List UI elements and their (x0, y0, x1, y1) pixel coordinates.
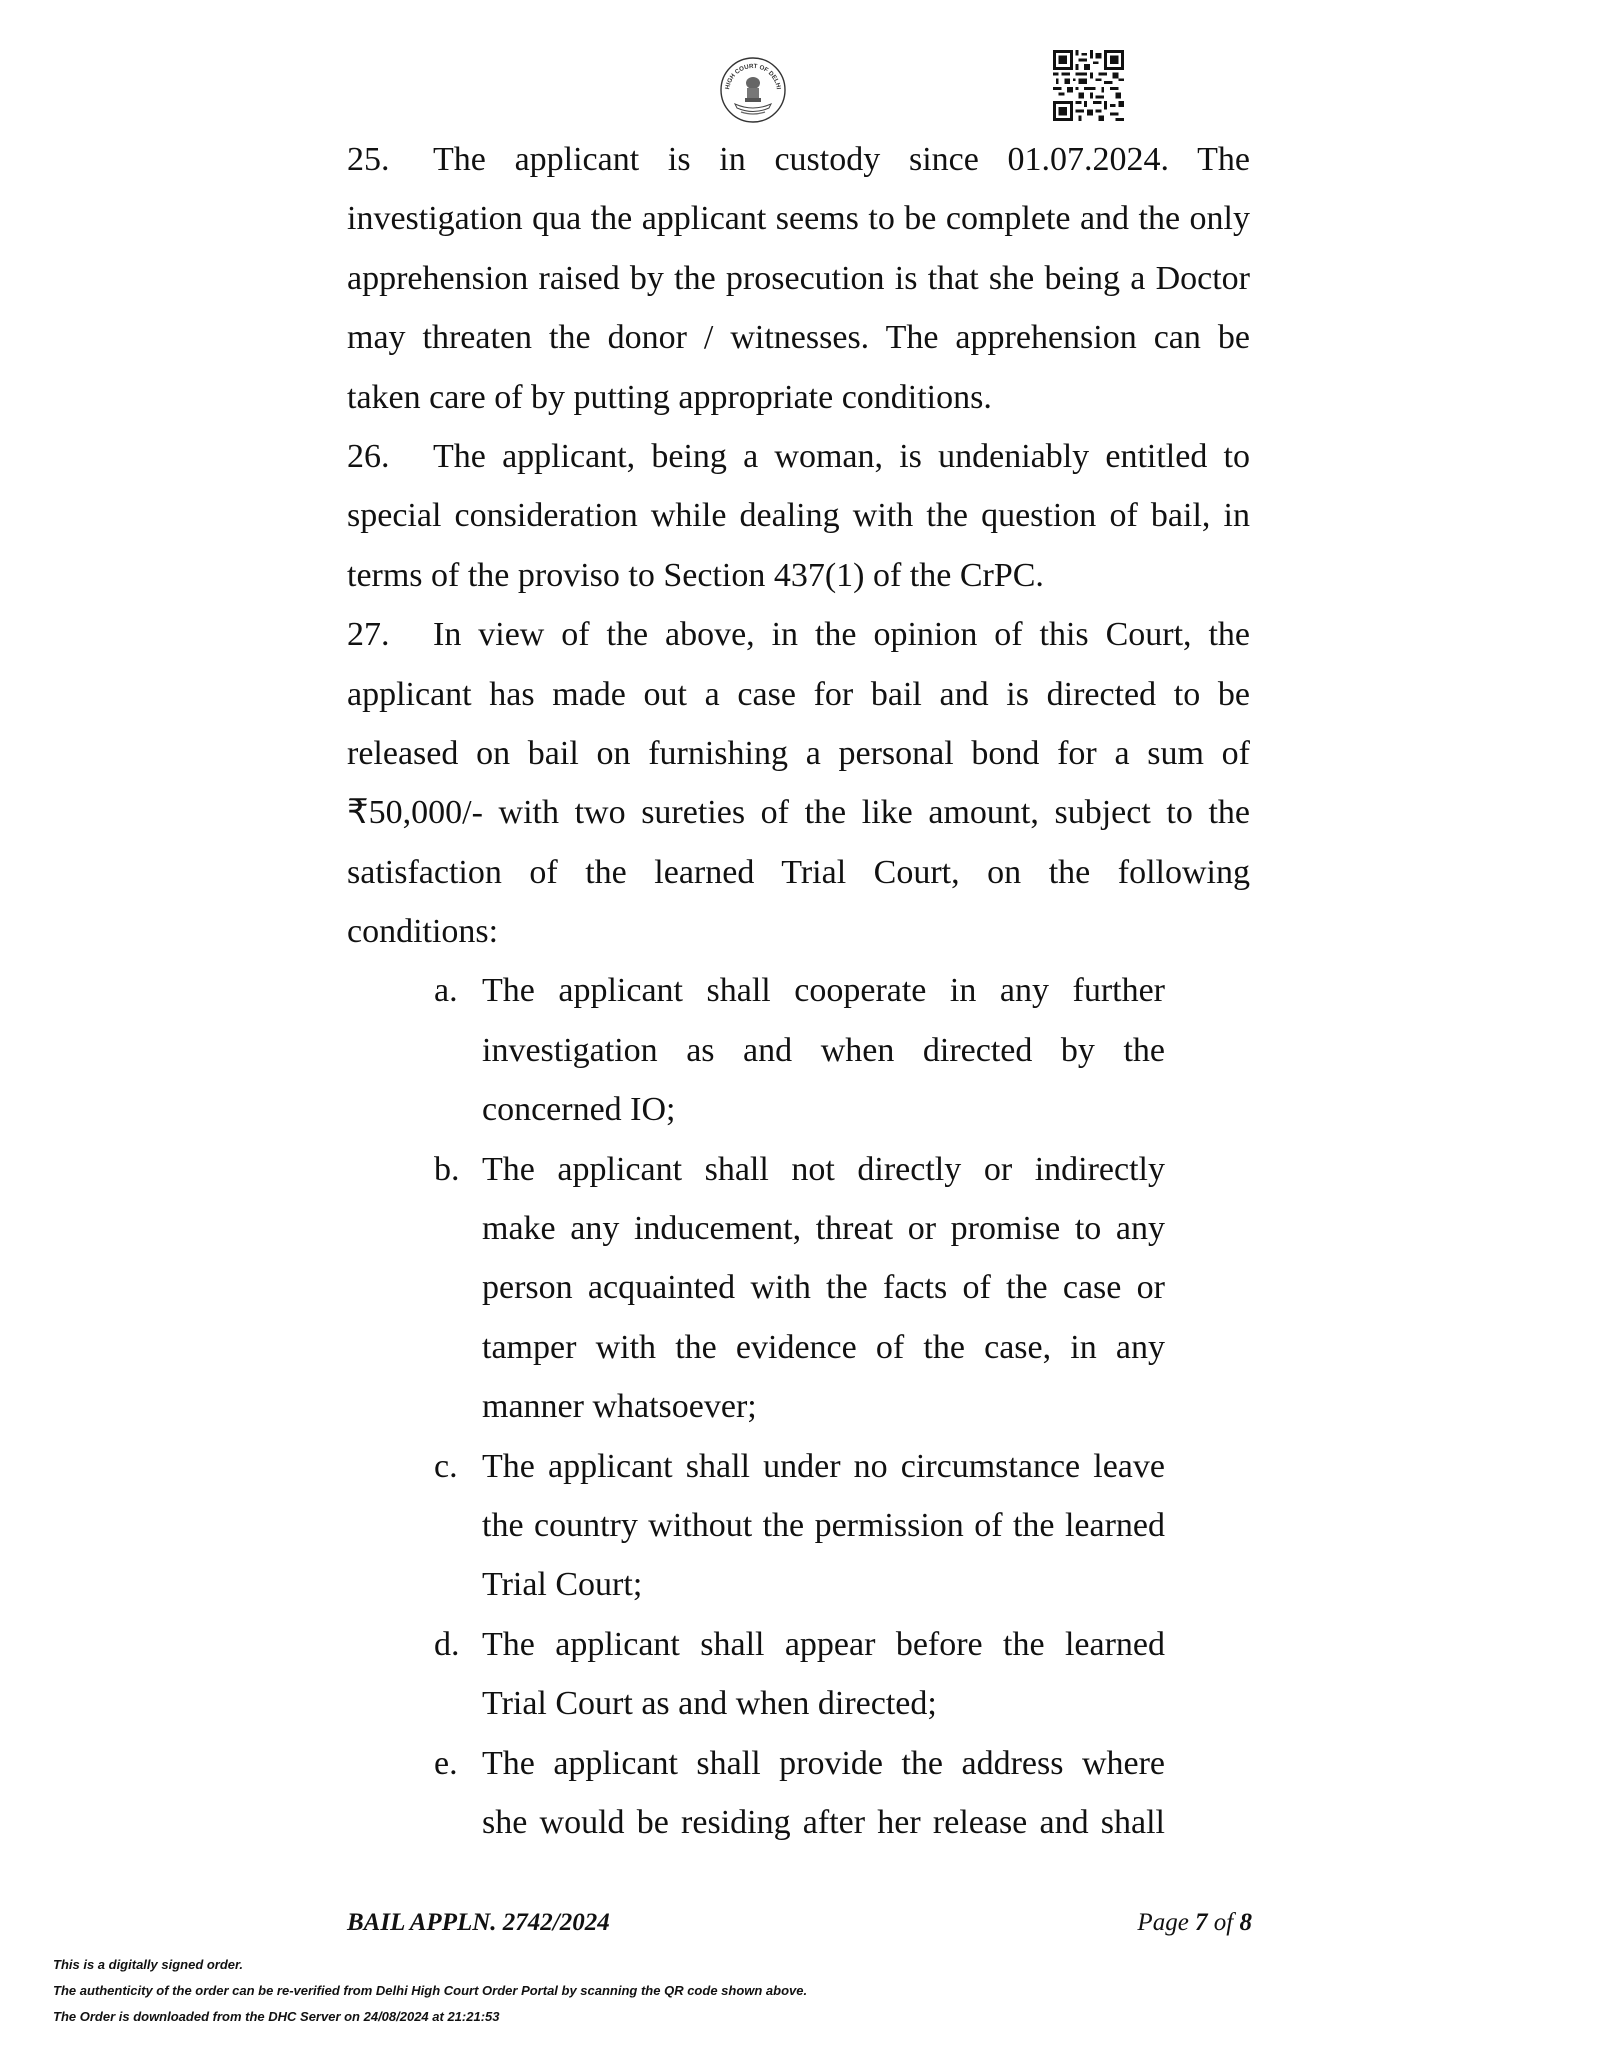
text-line: investigation as and when directed by the (482, 1031, 1165, 1069)
text-line: The applicant shall provide the address where (482, 1744, 1165, 1782)
text-line: Trial Court; (482, 1566, 643, 1604)
paragraph-25 (347, 130, 1250, 427)
text-line: ₹50,000/- with two sureties of the like amount, subject to the (347, 794, 1250, 832)
text-line (347, 427, 1250, 486)
condition-a (347, 961, 1165, 1139)
text-line: The applicant shall cooperate in any further (482, 972, 1165, 1010)
text-line: satisfaction of the learned Trial Court, on the following (347, 853, 1250, 891)
authenticity-note: The authenticity of the order can be re-verified from Delhi High Court Order Portal by scanning the QR code shown above. (53, 1983, 808, 1998)
text-line: applicant has made out a case for bail and is directed to be (347, 675, 1250, 713)
line-text: The applicant is in custody since 01.07.2024. The (433, 141, 1250, 178)
condition-b (347, 1140, 1165, 1437)
text-line: investigation qua the applicant seems to be complete and the only (347, 200, 1250, 238)
digital-signature-notes (53, 1952, 807, 2030)
text-line: The applicant shall not directly or indirectly (482, 1150, 1165, 1188)
line-text: In view of the above, in the opinion of this Court, the (433, 616, 1250, 654)
text-line: she would be residing after her release and shall (482, 1803, 1165, 1841)
text-line: The applicant shall under no circumstance leave (482, 1447, 1165, 1485)
text-line: released on bail on furnishing a personal bond for a sum of (347, 734, 1250, 772)
paragraph-number: 27. (347, 616, 390, 654)
text-line (347, 130, 1250, 189)
high-court-emblem-icon (719, 56, 787, 124)
paragraph-27 (347, 605, 1250, 961)
text-line: terms of the proviso to Section 437(1) of the CrPC. (347, 556, 1044, 594)
text-line: apprehension raised by the prosecution is that she being a Doctor (347, 259, 1250, 297)
text-line: Trial Court as and when directed; (482, 1685, 937, 1723)
text-line: conditions: (347, 913, 499, 951)
list-marker: a. (434, 972, 458, 1010)
bail-conditions-list (347, 961, 1250, 1852)
download-note: The Order is downloaded from the DHC Server on 24/08/2024 at 21:21:53 (53, 2009, 500, 2024)
text-line: may threaten the donor / witnesses. The apprehension can be (347, 319, 1250, 357)
page-total: 8 (1239, 1909, 1252, 1936)
paragraph-number: 26. (347, 437, 390, 475)
text-line: the country without the permission of the learned (482, 1506, 1165, 1544)
list-marker: b. (434, 1150, 460, 1188)
paragraph-26 (347, 427, 1250, 605)
page-indicator (1137, 1909, 1252, 1937)
text-line: special consideration while dealing with the question of bail, in (347, 497, 1250, 535)
text-line: manner whatsoever; (482, 1388, 757, 1426)
text-line: concerned IO; (482, 1091, 676, 1129)
text-line (347, 605, 1250, 664)
condition-e (347, 1734, 1165, 1853)
page-of: of (1213, 1909, 1234, 1936)
signature-note: This is a digitally signed order. (53, 1957, 243, 1972)
line-text: The applicant, being a woman, is undeniably entitled to (433, 437, 1250, 475)
condition-d (347, 1615, 1165, 1734)
order-body (347, 130, 1250, 1852)
paragraph-number: 25. (347, 141, 390, 178)
text-line: make any inducement, threat or promise to any (482, 1210, 1165, 1248)
condition-c (347, 1437, 1165, 1615)
emblem-text: HIGH COURT OF DELHI (724, 62, 782, 90)
list-marker: e. (434, 1744, 458, 1782)
text-line: taken care of by putting appropriate conditions. (347, 378, 992, 416)
case-number: BAIL APPLN. 2742/2024 (347, 1909, 610, 1936)
page-current: 7 (1195, 1909, 1208, 1936)
text-line: tamper with the evidence of the case, in any (482, 1328, 1165, 1366)
list-marker: c. (434, 1447, 458, 1485)
text-line: person acquainted with the facts of the case or (482, 1269, 1165, 1307)
list-marker: d. (434, 1625, 460, 1663)
page-label: Page (1137, 1909, 1189, 1936)
text-line: The applicant shall appear before the learned (482, 1625, 1165, 1663)
qr-code-icon[interactable] (1053, 50, 1124, 121)
